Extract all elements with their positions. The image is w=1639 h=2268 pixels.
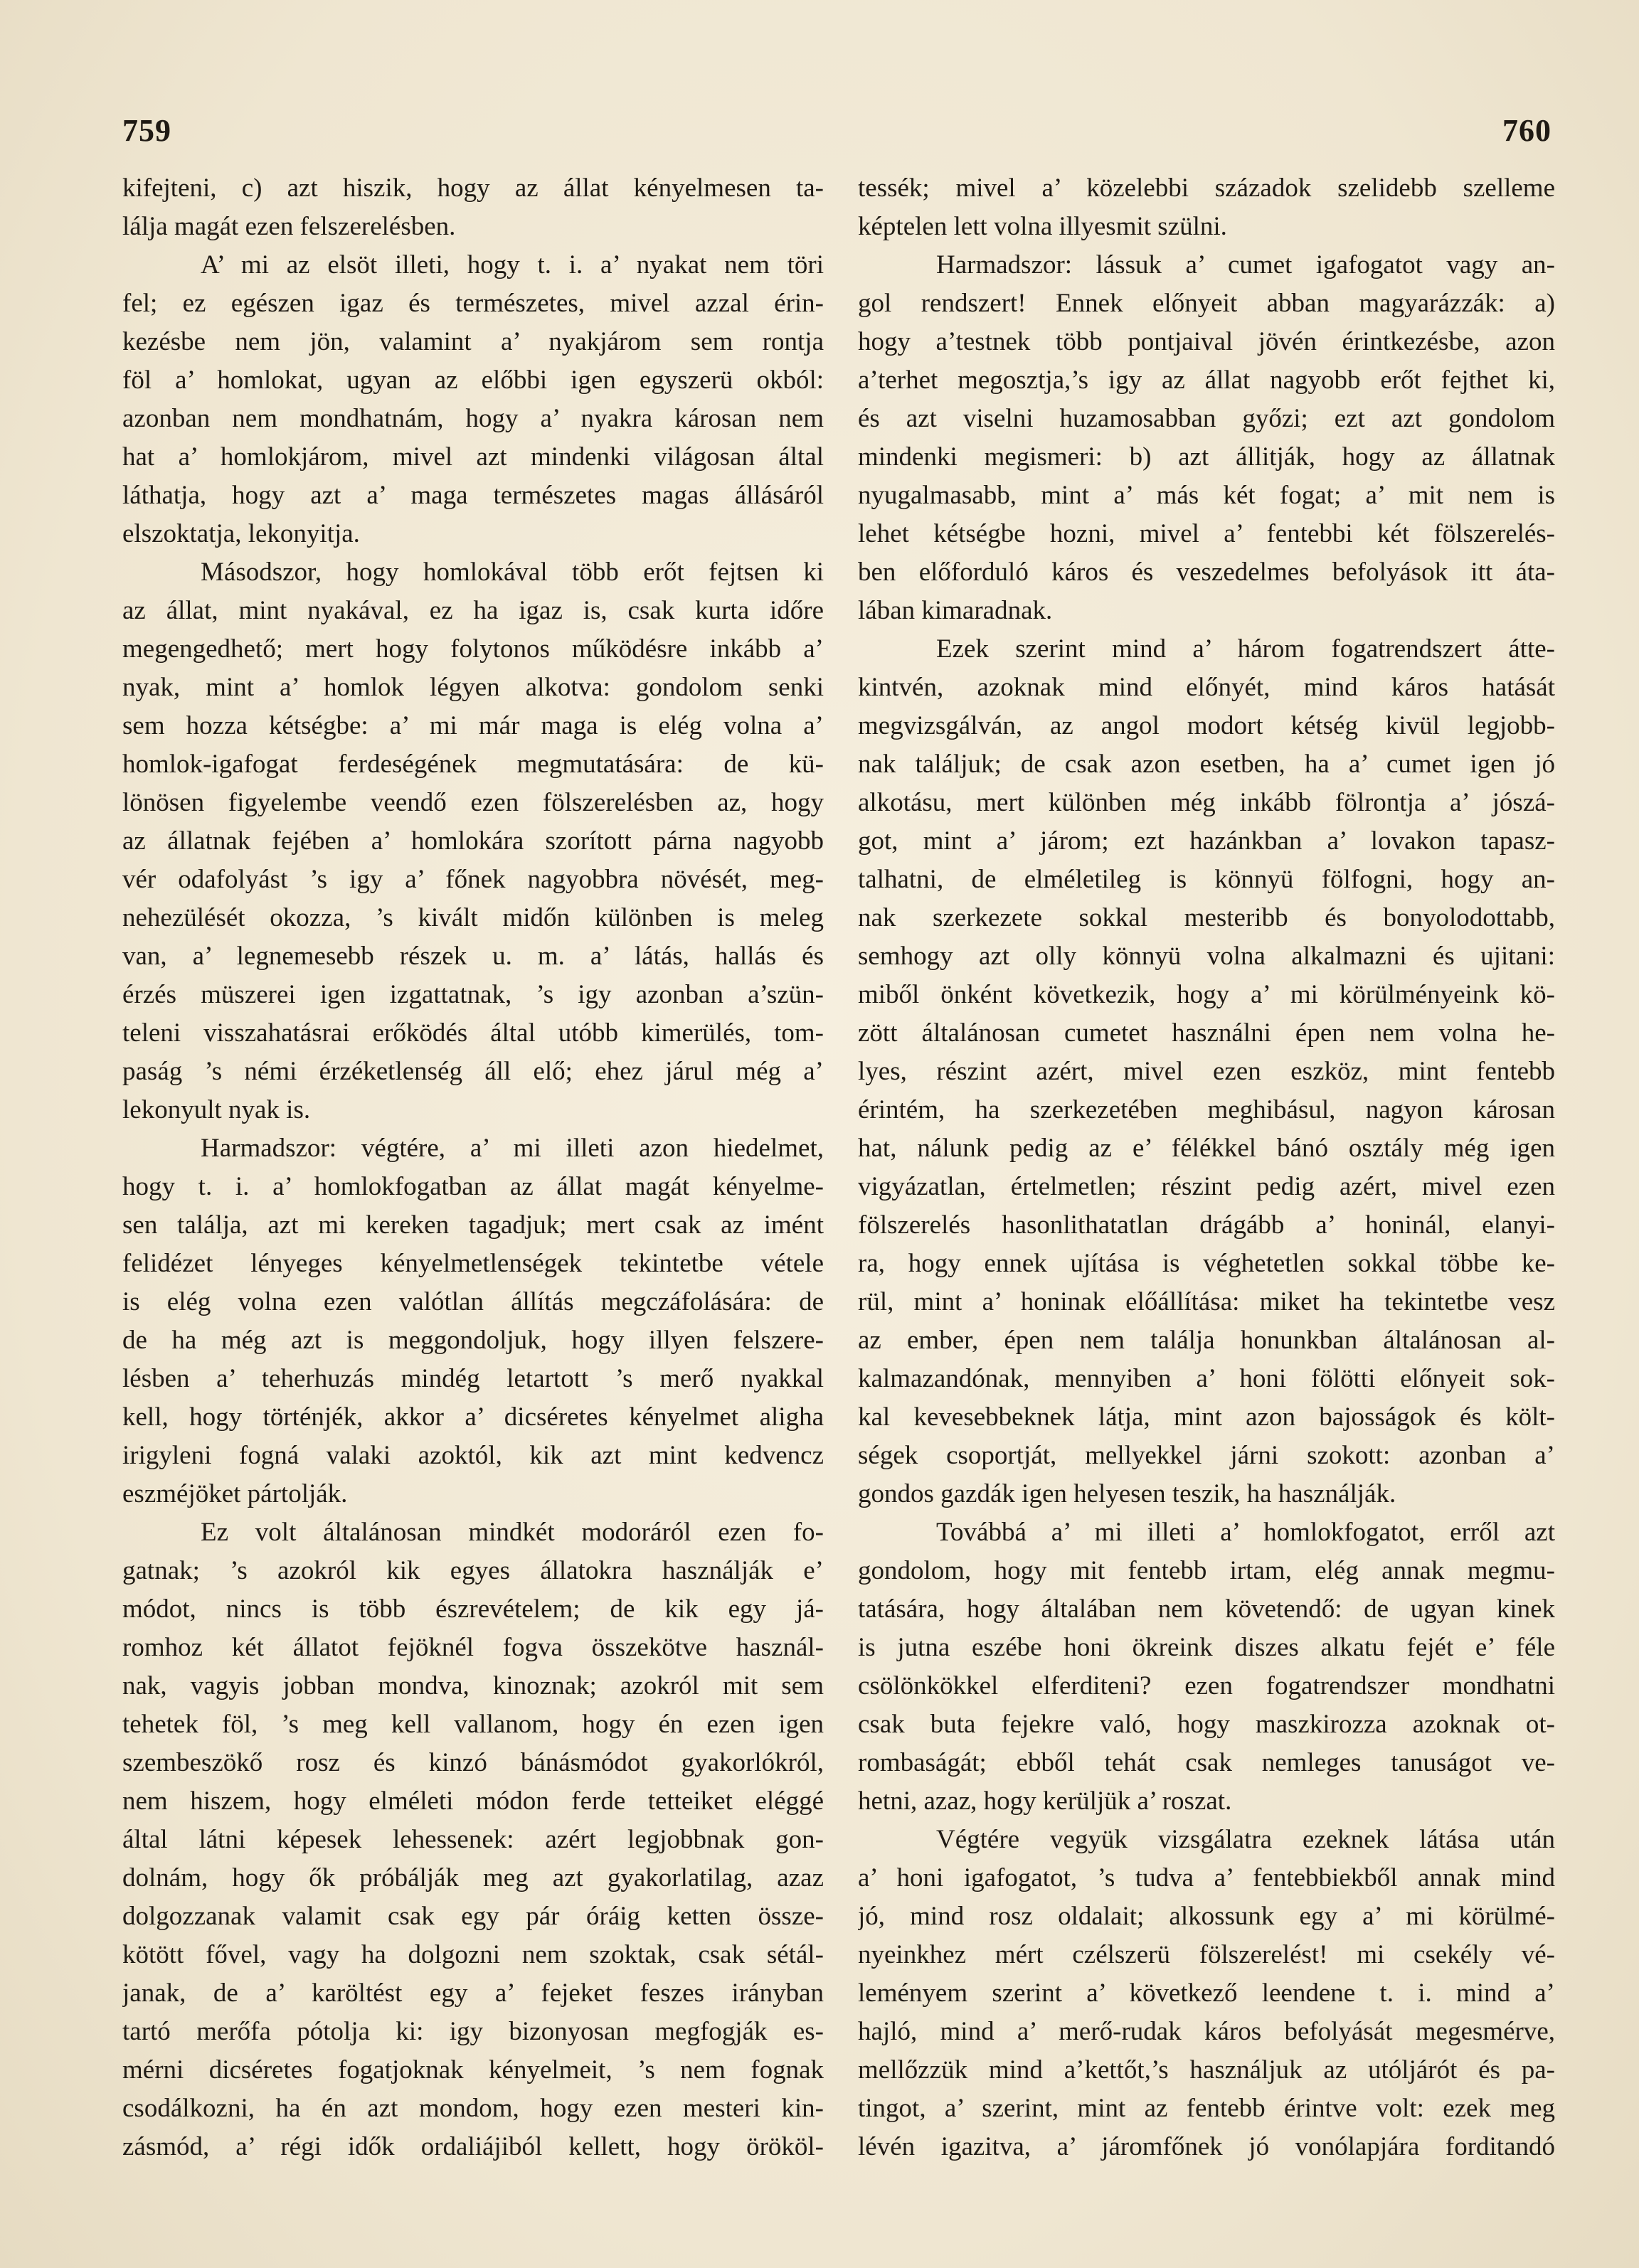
text-line: zásmód, a’ régi idők ordaliájiból kellett, hogy örököl- [122, 2132, 824, 2161]
text-line: képtelen lett volna illyesmit szülni. [858, 212, 1227, 241]
text-line: teleni visszahatásrai erőködés által utóbb kimerülés, tom- [122, 1018, 824, 1048]
text-line: megengedhető; mert hogy folytonos működésre inkább a’ [122, 634, 824, 664]
text-line: nak találjuk; de csak azon esetben, ha a’ cumet igen jó [858, 750, 1555, 779]
text-line: rül, mint a’ honinak előállítása: miket ha tekintetbe vesz [858, 1287, 1555, 1316]
text-line: fel; ez egészen igaz és természetes, mivel azzal érin- [122, 289, 824, 318]
text-line: tatására, hogy általában nem követendő: de ugyan kinek [858, 1594, 1555, 1624]
text-line: dolnám, hogy ők próbálják meg azt gyakorlatilag, azaz [122, 1863, 824, 1892]
text-line: kell, hogy történjék, akkor a’ dicséretes kényelmet aligha [122, 1402, 824, 1432]
text-line: lekonyult nyak is. [122, 1095, 311, 1124]
text-line: ségek csoportját, mellyekkel járni szokott: azonban a’ [858, 1441, 1555, 1470]
text-line: miből önként következik, hogy a’ mi körülményeink kö- [858, 980, 1555, 1009]
text-line: megvizsgálván, az angol modort kétség kivül legjobb- [858, 711, 1555, 740]
text-line: lyes, részint azért, mivel ezen eszköz, mint fentebb [858, 1057, 1555, 1086]
text-line: által látni képesek lehessenek: azért legjobbnak gon- [122, 1825, 824, 1854]
text-line: nak szerkezete sokkal mesteribb és bonyolodottabb, [858, 903, 1555, 932]
text-line: tessék; mivel a’ közelebbi századok szelidebb szelleme [858, 174, 1555, 203]
text-line: Másodszor, hogy homlokával több erőt fejtsen ki [201, 558, 824, 587]
text-line: érzés müszerei igen izgattatnak, ’s igy azonban a’szün- [122, 980, 824, 1009]
text-line: Ez volt általánosan mindkét modoráról ezen fo- [201, 1518, 824, 1547]
text-line: janak, de a’ karöltést egy a’ fejeket feszes irányban [122, 1979, 824, 2008]
text-line: gondolom, hogy mit fentebb irtam, elég annak megmu- [858, 1556, 1555, 1585]
text-line: is jutna eszébe honi ökreink diszes alkatu fejét e’ féle [858, 1633, 1555, 1662]
text-line: kalmazandónak, mennyiben a’ honi fölötti előnyeit sok- [858, 1364, 1555, 1393]
text-line: az állatnak fejében a’ homlokára szorított párna nagyobb [122, 826, 824, 856]
text-line: szembeszökő rosz és kinzó bánásmódot gyakorlókról, [122, 1748, 824, 1777]
text-line: gondos gazdák igen helyesen teszik, ha használják. [858, 1479, 1396, 1508]
text-line: az állat, mint nyakával, ez ha igaz is, csak kurta időre [122, 596, 824, 625]
text-line: a’terhet megosztja,’s igy az állat nagyobb erőt fejthet ki, [858, 366, 1555, 395]
text-line: csölönkökkel elferditeni? ezen fogatrendszer mondhatni [858, 1671, 1555, 1700]
text-line: Harmadszor: lássuk a’ cumet igafogatot vagy an- [936, 250, 1555, 279]
text-line: hat a’ homlokjárom, mivel azt mindenki világosan által [122, 442, 824, 472]
text-line: hogy t. i. a’ homlokfogatban az állat magát kényelme- [122, 1172, 824, 1201]
text-column-left [122, 169, 824, 2166]
text-line: nyugalmasabb, mint a’ más két fogat; a’ mit nem is [858, 481, 1555, 510]
text-line: lésben a’ teherhuzás mindég letartott ’s merő nyakkal [122, 1364, 824, 1393]
text-line: alkotásu, mert különben még inkább fölrontja a’ jószá- [858, 788, 1555, 817]
text-line: érintém, ha szerkezetében meghibásul, nagyon károsan [858, 1095, 1555, 1124]
text-line: Továbbá a’ mi illeti a’ homlokfogatot, erről azt [936, 1518, 1555, 1547]
text-line: rombaságát; ebből tehát csak nemleges tanuságot ve- [858, 1748, 1555, 1777]
text-line: jó, mind rosz oldalait; alkossunk egy a’ mi körülmé- [858, 1902, 1555, 1931]
text-line: hat, nálunk pedig az e’ félékkel bánó osztály még igen [858, 1134, 1555, 1163]
text-line: kezésbe nem jön, valamint a’ nyakjárom sem rontja [122, 327, 824, 356]
text-line: de ha még azt is meggondoljuk, hogy illyen felszere- [122, 1326, 824, 1355]
text-line: vigyázatlan, értelmetlen; részint pedig azért, mivel ezen [858, 1172, 1555, 1201]
text-line: módot, nincs is több észrevételem; de kik egy já- [122, 1594, 824, 1624]
text-line: Végtére vegyük vizsgálatra ezeknek látása után [936, 1825, 1555, 1854]
text-line: lálja magát ezen felszerelésben. [122, 212, 456, 241]
text-line: homlok-igafogat ferdeségének megmutatására: de kü- [122, 750, 824, 779]
text-line: tingot, a’ szerint, mint az fentebb érintve volt: ezek meg [858, 2094, 1555, 2123]
text-line: a’ honi igafogatot, ’s tudva a’ fentebbiekből annak mind [858, 1863, 1555, 1892]
text-line: kötött fővel, vagy ha dolgozni nem szoktak, csak sétál- [122, 1940, 824, 1969]
text-line: lévén igazitva, a’ járomfőnek jó vonólapjára forditandó [858, 2132, 1555, 2161]
text-line: hogy a’testnek több pontjaival jövén érintkezésbe, azon [858, 327, 1555, 356]
text-line: az ember, épen nem találja honunkban általánosan al- [858, 1326, 1555, 1355]
text-line: mérni dicséretes fogatjoknak kényelmeit, ’s nem fognak [122, 2055, 824, 2085]
text-line: ben előforduló káros és veszedelmes befolyások itt áta- [858, 558, 1555, 587]
text-line: lönösen figyelembe veendő ezen fölszerelésben az, hogy [122, 788, 824, 817]
text-line: kal kevesebbeknek látja, mint azon bajosságok és költ- [858, 1402, 1555, 1432]
text-line: kintvén, azoknak mind előnyét, mind káros hatását [858, 673, 1555, 702]
text-line: irigyleni fogná valaki azoktól, kik azt mint kedvencz [122, 1441, 824, 1470]
text-line: vér odafolyást ’s igy a’ főnek nagyobbra növését, meg- [122, 865, 824, 894]
text-line: leményem szerint a’ következő leendene t. i. mind a’ [858, 1979, 1555, 2008]
text-line: láthatja, hogy azt a’ maga természetes magas állásáról [122, 481, 824, 510]
text-line: tehetek föl, ’s meg kell vallanom, hogy én ezen igen [122, 1710, 824, 1739]
text-line: gatnak; ’s azokról kik egyes állatokra használják e’ [122, 1556, 824, 1585]
text-line: got, mint a’ járom; ezt hazánkban a’ lovakon tapasz- [858, 826, 1555, 856]
text-line: csodálkozni, ha én azt mondom, hogy ezen mesteri kin- [122, 2094, 824, 2123]
text-line: nehezülését okozza, ’s kivált midőn különben is meleg [122, 903, 824, 932]
text-line: lehet kétségbe hozni, mivel a’ fentebbi két fölszerelés- [858, 519, 1555, 548]
text-line: romhoz két állatot fejöknél fogva összekötve használ- [122, 1633, 824, 1662]
text-line: dolgozzanak valamit csak egy pár óráig ketten össze- [122, 1902, 824, 1931]
text-line: hajló, mind a’ merő-rudak káros befolyását megesmérve, [858, 2017, 1555, 2046]
text-line: nem hiszem, hogy elméleti módon ferde tetteiket eléggé [122, 1787, 824, 1816]
page-number-left: 759 [122, 113, 171, 148]
text-line: hetni, azaz, hogy kerüljük a’ roszat. [858, 1787, 1232, 1816]
text-line: kifejteni, c) azt hiszik, hogy az állat kényelmesen ta- [122, 174, 824, 203]
text-line: azonban nem mondhatnám, hogy a’ nyakra károsan nem [122, 404, 824, 433]
text-line: semhogy azt olly könnyü volna alkalmazni és ujitani: [858, 942, 1555, 971]
text-line: Ezek szerint mind a’ három fogatrendszert átte- [936, 634, 1555, 664]
text-line: is elég volna ezen valótlan állítás megczáfolására: de [122, 1287, 824, 1316]
text-line: csak buta fejekre való, hogy maszkirozza azoknak ot- [858, 1710, 1555, 1739]
text-line: elszoktatja, lekonyitja. [122, 519, 360, 548]
text-line: fölszerelés hasonlithatatlan drágább a’ honinál, elanyi- [858, 1210, 1555, 1240]
text-line: nak, vagyis jobban mondva, kinoznak; azokról mit sem [122, 1671, 824, 1700]
text-line: és azt viselni huzamosabban győzi; ezt azt gondolom [858, 404, 1555, 433]
text-column-right [858, 169, 1555, 2166]
text-line: mindenki megismeri: b) azt állitják, hogy az állatnak [858, 442, 1555, 472]
text-line: sen találja, azt mi kereken tagadjuk; mert csak az imént [122, 1210, 824, 1240]
text-line: sem hozza kétségbe: a’ mi már maga is elég volna a’ [122, 711, 824, 740]
text-line: nyeinkhez mért czélszerü fölszerelést! mi csekély vé- [858, 1940, 1555, 1969]
text-line: paság ’s némi érzéketlenség áll elő; ehez járul még a’ [122, 1057, 824, 1086]
text-line: ra, hogy ennek ujítása is véghetetlen sokkal többe ke- [858, 1249, 1555, 1278]
text-line: A’ mi az elsöt illeti, hogy t. i. a’ nyakat nem töri [201, 250, 824, 279]
text-line: föl a’ homlokat, ugyan az előbbi igen egyszerü okból: [122, 366, 824, 395]
text-line: lában kimaradnak. [858, 596, 1053, 625]
text-line: Harmadszor: végtére, a’ mi illeti azon hiedelmet, [201, 1134, 824, 1163]
text-line: gol rendszert! Ennek előnyeit abban magyarázzák: a) [858, 289, 1555, 318]
text-line: felidézet lényeges kényelmetlenségek tekintetbe vétele [122, 1249, 824, 1278]
text-line: eszméjöket pártolják. [122, 1479, 348, 1508]
text-line: talhatni, de elméletileg is könnyü fölfogni, hogy an- [858, 865, 1555, 894]
text-line: mellőzzük mind a’kettőt,’s használjuk az utóljárót és pa- [858, 2055, 1555, 2085]
text-line: nyak, mint a’ homlok légyen alkotva: gondolom senki [122, 673, 824, 702]
text-line: tartó merőfa pótolja ki: igy bizonyosan megfogják es- [122, 2017, 824, 2046]
page-number-right: 760 [1502, 113, 1552, 148]
text-line: zött általánosan cumetet használni épen nem volna he- [858, 1018, 1555, 1048]
text-line: van, a’ legnemesebb részek u. m. a’ látás, hallás és [122, 942, 824, 971]
